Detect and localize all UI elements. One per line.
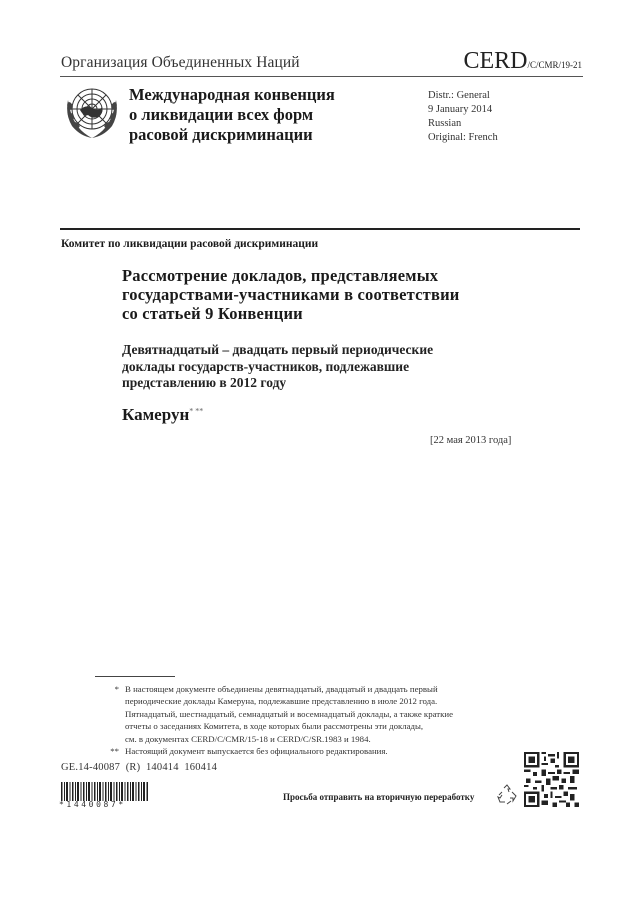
- footnote-2: [101, 745, 531, 757]
- distribution-info: [428, 89, 498, 145]
- title-line: Рассмотрение докладов, представляемых: [122, 266, 439, 285]
- subtitle-line: представлению в 2012 году: [122, 375, 287, 390]
- date-line: 9 January 2014: [428, 104, 493, 115]
- footnotes: [101, 683, 531, 757]
- footnote-mark: **: [110, 746, 119, 757]
- symbol-suffix: /C/CMR/19-21: [527, 60, 582, 70]
- document-symbol: [463, 48, 582, 75]
- footnote-line: Пятнадцатый, шестнадцатый, семнадцатый и восемнадцатый доклады, а также краткие: [125, 708, 454, 719]
- title-line: государствами-участниками в соответствии: [122, 285, 460, 304]
- title-line: со статьей 9 Конвенции: [122, 304, 303, 323]
- footnote-line: Настоящий документ выпускается без официального редактирования.: [125, 746, 388, 757]
- report-date: [22 мая 2013 года]: [430, 435, 512, 446]
- distribution-line: Distr.: General: [428, 90, 490, 101]
- footnote-line: отчеты о заседаниях Комитета, в ходе которых были рассмотрены эти доклады,: [125, 721, 424, 732]
- country-heading: [122, 405, 203, 425]
- recycle-icon: [496, 784, 518, 806]
- document-title: [122, 266, 460, 323]
- subtitle-line: Девятнадцатый – двадцать первый периодические: [122, 342, 434, 357]
- barcode-icon: [61, 782, 148, 801]
- footnote-separator: [95, 676, 175, 677]
- committee-name: Комитет по ликвидации расовой дискриминации: [61, 238, 319, 250]
- job-number: GE.14-40087 (R) 140414 160414: [61, 762, 218, 773]
- country-name: Камерун: [122, 405, 190, 424]
- organization-name: Организация Объединенных Наций: [61, 54, 300, 71]
- convention-title: [129, 85, 335, 145]
- symbol-main: CERD: [463, 48, 528, 74]
- footnote-mark: *: [114, 684, 119, 694]
- footnote-marks[interactable]: * **: [189, 406, 204, 416]
- document-subtitle: [122, 342, 433, 392]
- section-divider: [60, 228, 580, 230]
- footnote-line: В настоящем документе объединены девятнадцатый, двадцатый и двадцать первый: [125, 684, 438, 694]
- header-divider: [60, 76, 583, 77]
- original-language-line: Original: French: [428, 132, 498, 143]
- convention-title-line: о ликвидации всех форм: [129, 105, 314, 124]
- convention-title-line: Международная конвенция: [129, 85, 335, 104]
- footnote-line: периодические доклады Камеруна, подлежавшие представлению в июле 2012 года.: [125, 696, 438, 707]
- convention-title-line: расовой дискриминации: [129, 125, 313, 144]
- barcode-text: *1440087*: [59, 800, 126, 809]
- footnote-1: [101, 683, 531, 745]
- recycle-note: Просьба отправить на вторичную переработку: [283, 792, 475, 802]
- footnote-line: см. в документах CERD/C/CMR/15-18 и CERD/C/SR.1983 и 1984.: [125, 733, 371, 744]
- un-emblem-icon: [62, 82, 122, 144]
- language-line: Russian: [428, 118, 462, 129]
- qr-code-icon: [524, 752, 579, 807]
- subtitle-line: доклады государств-участников, подлежавшие: [122, 358, 410, 374]
